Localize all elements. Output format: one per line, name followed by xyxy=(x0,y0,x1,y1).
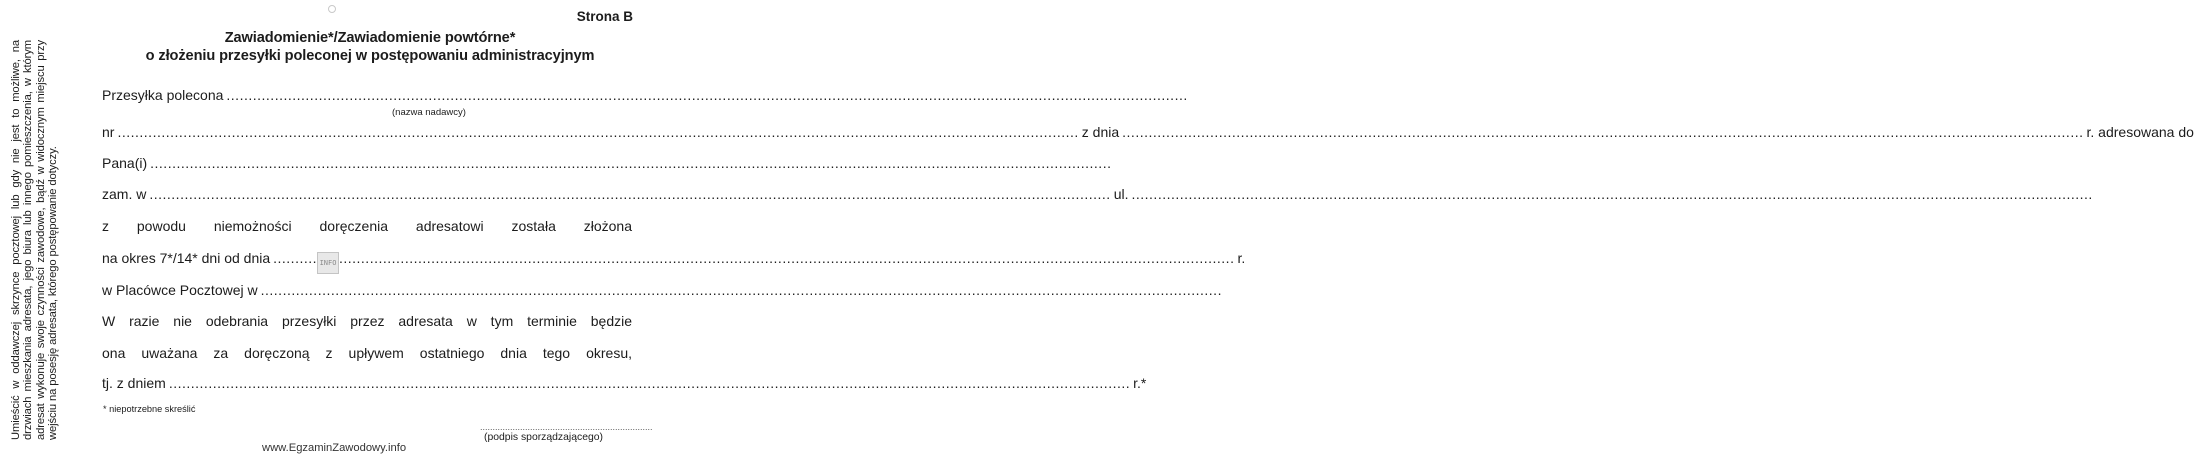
tj-r-label: r.* xyxy=(1133,375,1147,391)
adresowana-label: r. adresowana do xyxy=(2086,124,2194,140)
signature-field[interactable]: ..................................................................... xyxy=(480,422,653,432)
street-field[interactable] xyxy=(1131,186,2092,202)
okres-label: na okres 7*/14* dni od dnia xyxy=(102,250,271,266)
signature-hint: (podpis sporządzającego) xyxy=(484,432,603,443)
placowka-label: w Placówce Pocztowej w xyxy=(102,282,258,298)
tj-row xyxy=(102,375,1147,391)
okres-r-label: r. xyxy=(1237,250,1246,266)
addressee-field[interactable] xyxy=(150,155,1111,171)
info-icon: INFO xyxy=(317,252,339,274)
przesylka-label: Przesyłka polecona xyxy=(102,87,224,103)
post-office-field[interactable] xyxy=(261,282,1222,298)
zam-label: zam. w xyxy=(102,186,147,202)
nadawca-hint: (nazwa nadawcy) xyxy=(392,107,466,118)
city-field[interactable] xyxy=(149,186,1110,202)
placowka-row xyxy=(102,282,632,298)
final-date-field[interactable] xyxy=(169,375,1130,391)
nr-label: nr xyxy=(102,124,115,140)
nadawca-field[interactable] xyxy=(226,87,1187,103)
side-instruction-text: Umieścić w oddawczej skrzynce pocztowej lub gdy nie jest to możliwe, na drzwiach mieszkania adresata, jego biura lub innego pomieszczenia, w którym adresat wykonuje swoje czynności zawodowe, bądź w widocznym miejscu przy wejściu na posesję adresata, którego postępowanie dotyczy. xyxy=(10,40,59,440)
page-label: Strona B xyxy=(576,9,633,24)
form-subtitle: o złożeniu przesyłki poleconej w postępowaniu administracyjnym xyxy=(145,48,595,64)
ul-label: ul. xyxy=(1113,186,1129,202)
footnote: * niepotrzebne skreślić xyxy=(103,404,196,414)
nr-field[interactable] xyxy=(117,124,1078,140)
circle-mark-icon xyxy=(328,5,336,13)
date-field[interactable] xyxy=(1122,124,2083,140)
pana-label: Pana(i) xyxy=(102,155,148,171)
address-row xyxy=(102,186,1129,202)
watermark: www.EgzaminZawodowy.info xyxy=(262,442,407,454)
przesylka-row xyxy=(102,87,632,103)
okres-row xyxy=(102,250,1246,266)
okres-date-field[interactable] xyxy=(273,250,1234,266)
notice-text-2: ona uważana za doręczoną z upływem ostatniego dnia tego okresu, xyxy=(102,345,632,361)
z-dnia-label: z dnia xyxy=(1081,124,1120,140)
notice-text-1: W razie nie odebrania przesyłki przez adresata w tym terminie będzie xyxy=(102,313,632,329)
nr-row xyxy=(102,124,2194,140)
tj-label: tj. z dniem xyxy=(102,375,166,391)
form-title: Zawiadomienie*/Zawiadomienie powtórne* xyxy=(224,30,516,46)
pana-row xyxy=(102,155,632,171)
reason-text: z powodu niemożności doręczenia adresatowi została złożona xyxy=(102,218,632,234)
